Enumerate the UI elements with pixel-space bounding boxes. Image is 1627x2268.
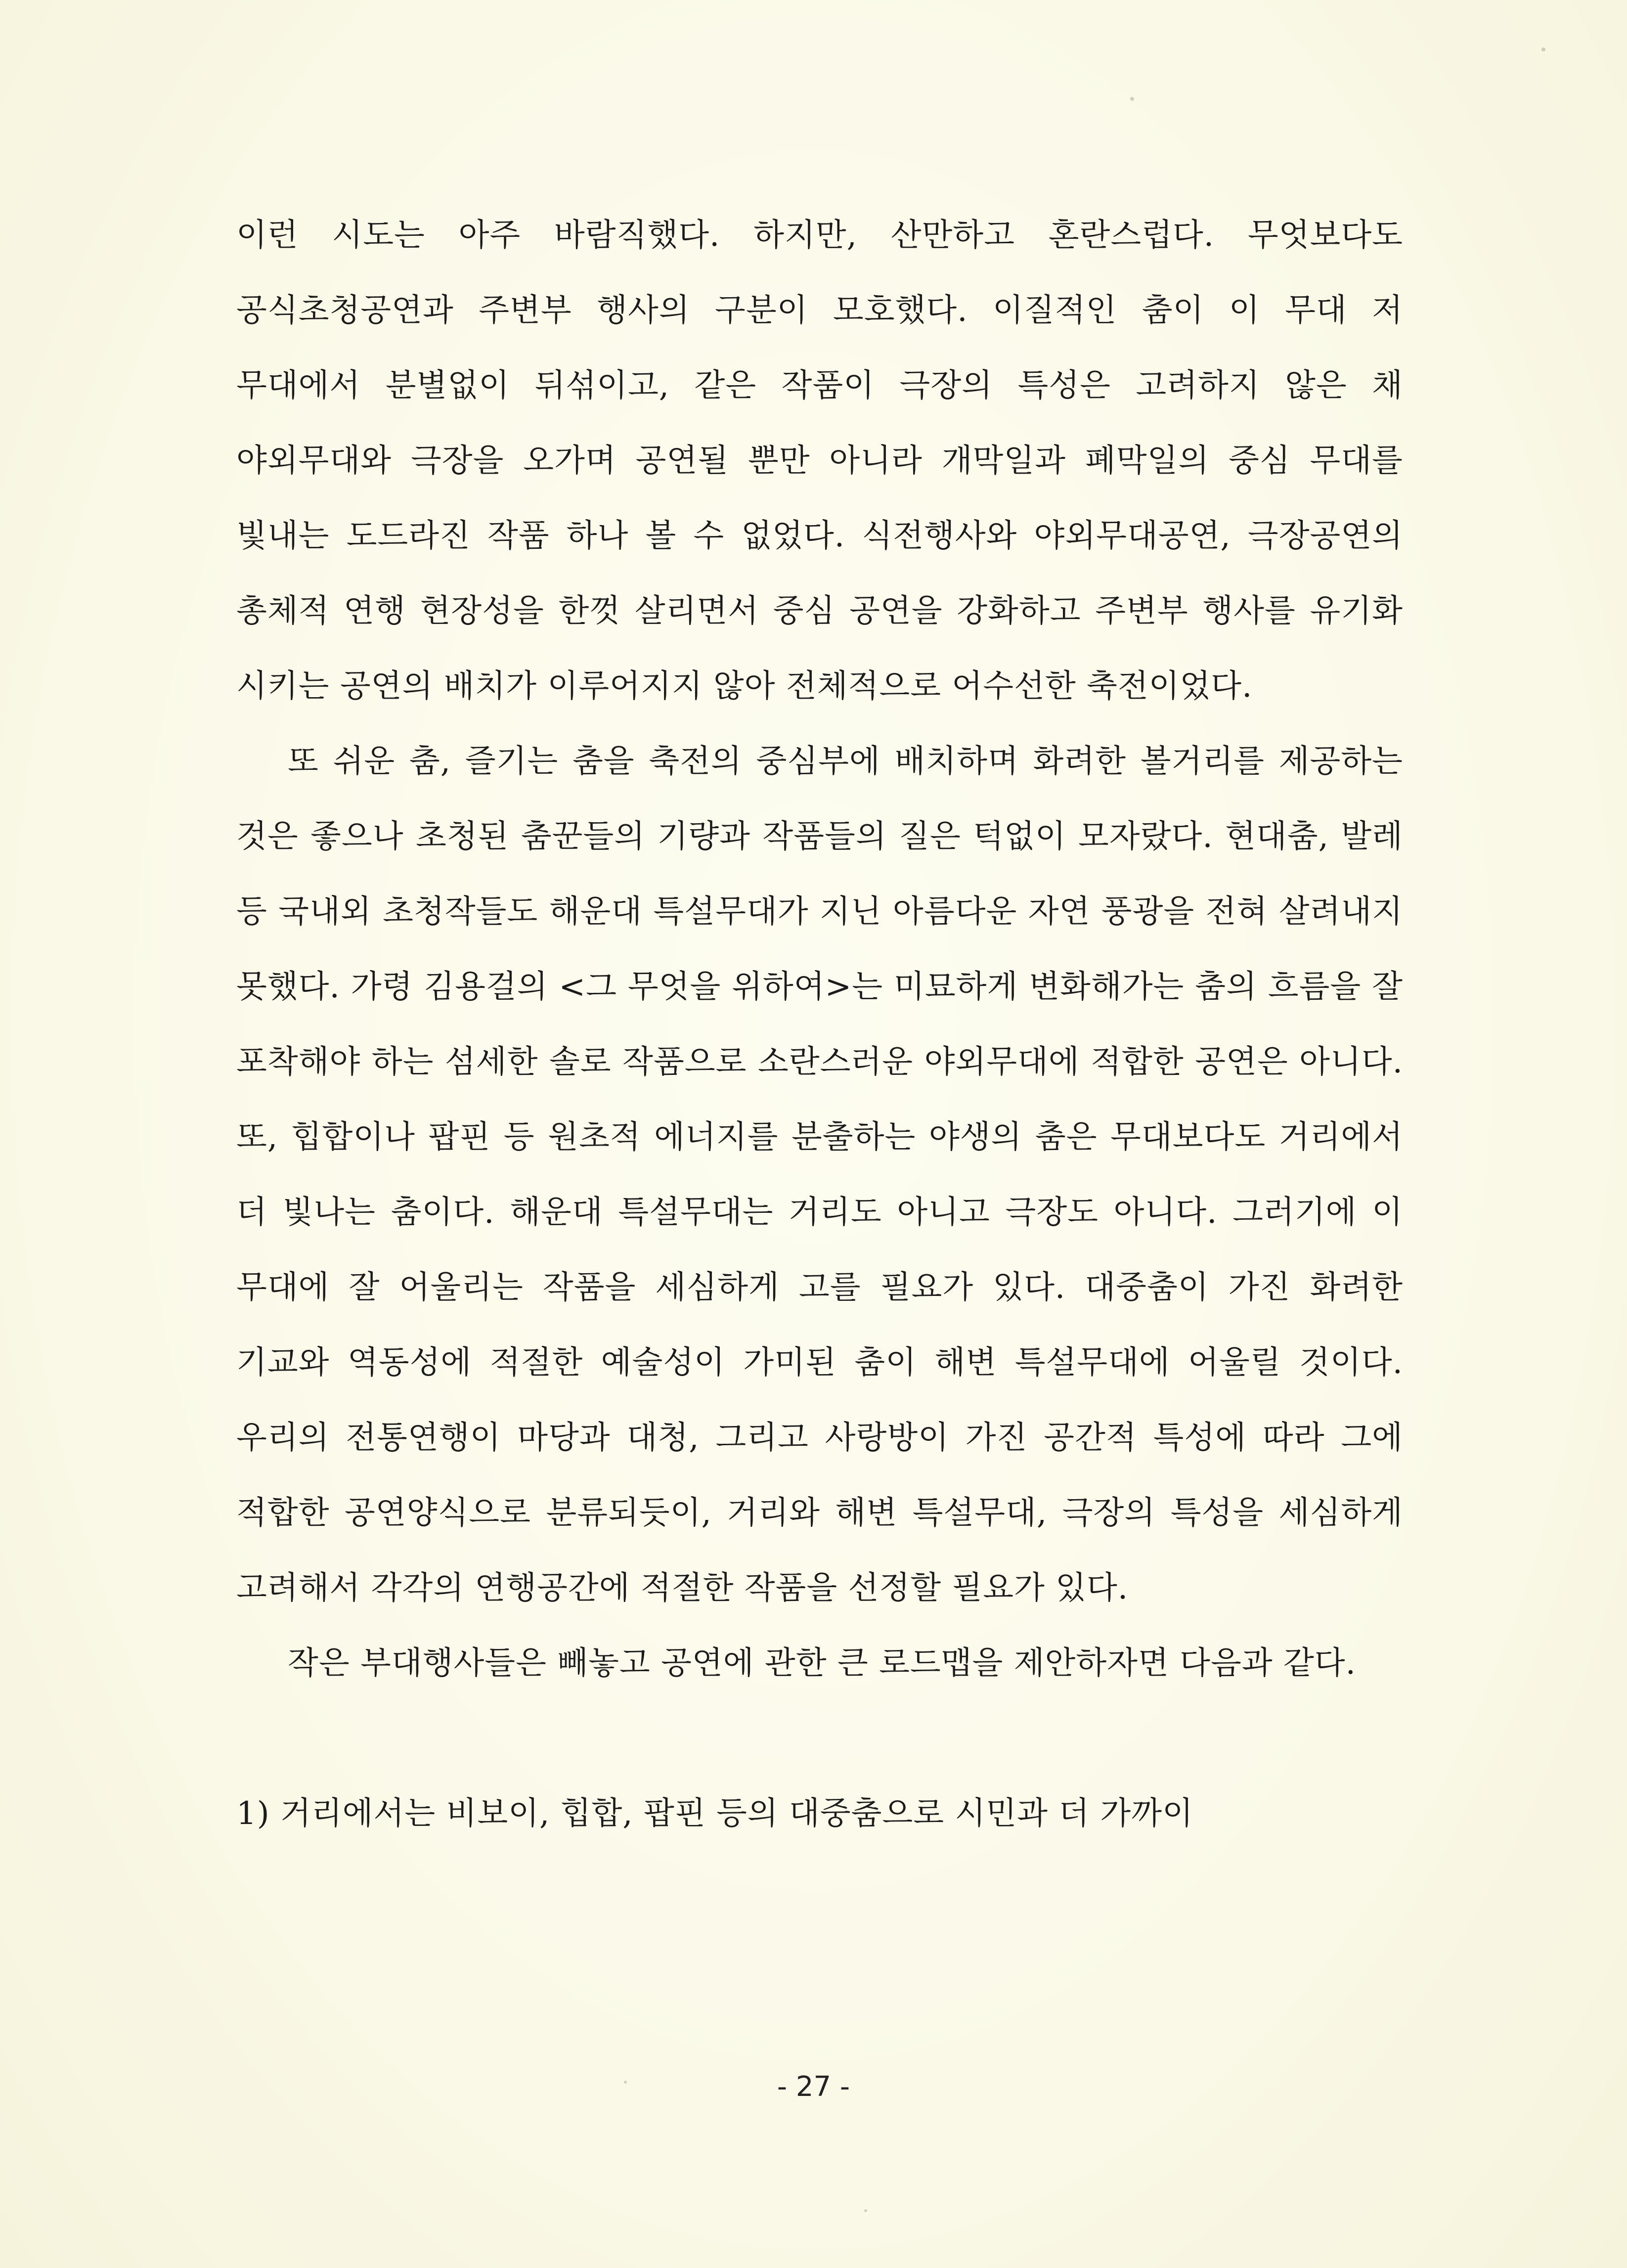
- scan-speck: [1130, 97, 1134, 101]
- scan-speck: [864, 2209, 867, 2212]
- paragraph-1: 이런 시도는 아주 바람직했다. 하지만, 산만하고 혼란스럽다. 무엇보다도 공식초청공연과 주변부 행사의 구분이 모호했다. 이질적인 춤이 이 무대 저 무대에서 분별없이 뒤섞이고, 같은 작품이 극장의 특성은 고려하지 않은 채 야외무대와 극장을 오가며 공연될 뿐만 아니라 개막일과 폐막일의 중심 무대를 빛내는 도드라진 작품 하나 볼 수 없었다. 식전행사와 야외무대공연, 극장공연의 총체적 연행 현장성을 한껏 살리면서 중심 공연을 강화하고 주변부 행사를 유기화 시키는 공연의 배치가 이루어지지 않아 전체적으로 어수선한 축전이었다.: [236, 217, 1403, 705]
- page-number: - 27 -: [777, 2071, 850, 2103]
- scan-speck: [1541, 47, 1545, 51]
- body-text: [236, 198, 1403, 1851]
- paragraph-3: 작은 부대행사들은 빼놓고 공연에 관한 큰 로드맵을 제안하자면 다음과 같다.: [288, 1645, 1356, 1682]
- paragraph-2: 또 쉬운 춤, 즐기는 춤을 축전의 중심부에 배치하며 화려한 볼거리를 제공하는 것은 좋으나 초청된 춤꾼들의 기량과 작품들의 질은 턱없이 모자랐다. 현대춤, 발레 등 국내외 초청작들도 해운대 특설무대가 지닌 아름다운 자연 풍광을 전혀 살려내지 못했다. 가령 김용걸의 <그 무엇을 위하여>는 미묘하게 변화해가는 춤의 흐름을 잘 포착해야 하는 섬세한 솔로 작품으로 소란스러운 야외무대에 적합한 공연은 아니다. 또, 힙합이나 팝핀 등 원초적 에너지를 분출하는 야생의 춤은 무대보다도 거리에서 더 빛나는 춤이다. 해운대 특설무대는 거리도 아니고 극장도 아니다. 그러기에 이 무대에 잘 어울리는 작품을 세심하게 고를 필요가 있다. 대중춤이 가진 화려한 기교와 역동성에 적절한 예술성이 가미된 춤이 해변 특설무대에 어울릴 것이다. 우리의 전통연행이 마당과 대청, 그리고 사랑방이 가진 공간적 특성에 따라 그에 적합한 공연양식으로 분류되듯이, 거리와 해변 특설무대, 극장의 특성을 세심하게 고려해서 각각의 연행공간에 적절한 작품을 선정할 필요가 있다.: [236, 743, 1403, 1606]
- paragraph-gap: [236, 1701, 1403, 1776]
- scan-speck: [624, 2081, 627, 2084]
- list-item-1: 1) 거리에서는 비보이, 힙합, 팝핀 등의 대중춤으로 시민과 더 가까이: [236, 1795, 1193, 1832]
